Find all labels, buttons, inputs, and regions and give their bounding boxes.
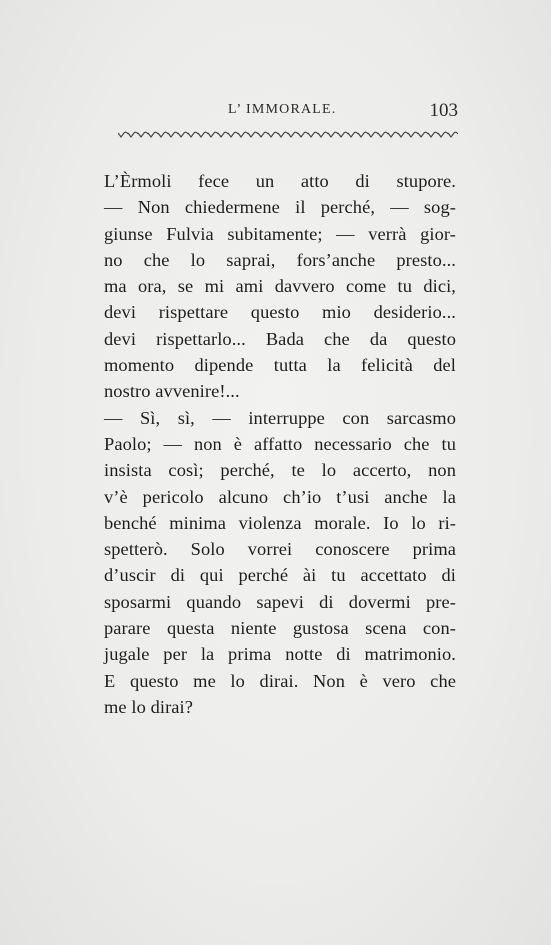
text-line: ma ora, se mi ami davvero come tu dici, — [104, 276, 456, 297]
text-line: d’uscir di qui perché ài tu accettato di — [104, 565, 456, 586]
page-number: 103 — [429, 100, 458, 121]
text-line: Paolo; — non è affatto necessario che tu — [104, 433, 456, 454]
text-line: benché minima violenza morale. Io lo ri- — [104, 512, 456, 533]
text-line: L’Èrmoli fece un atto di stupore. — [104, 171, 456, 191]
text-line: v’è pericolo alcuno ch’io t’usi anche la — [104, 486, 456, 507]
header-ornament-rule — [118, 131, 458, 139]
text-line: devi rispettarlo... Bada che da questo — [104, 328, 456, 349]
text-line: no che lo saprai, fors’anche presto... — [104, 249, 456, 270]
text-line: nostro avvenire!... — [104, 381, 240, 402]
text-line: — Sì, sì, — interruppe con sarcasmo — [104, 407, 456, 428]
text-line: momento dipende tutta la felicità del — [104, 355, 456, 376]
text-line: insista così; perché, te lo accerto, non — [104, 460, 456, 481]
text-line: devi rispettare questo mio desiderio... — [104, 302, 456, 323]
text-line: me lo dirai? — [104, 696, 194, 717]
running-title: L’ IMMORALE. — [228, 102, 337, 117]
text-line: parare questa niente gustosa scena con- — [104, 618, 456, 639]
text-line: E questo me lo dirai. Non è vero che — [104, 670, 456, 691]
text-line: sposarmi quando sapevi di dovermi pre- — [104, 591, 456, 612]
text-line: spetterò. Solo vorrei conoscere prima — [104, 539, 456, 560]
text-line: jugale per la prima notte di matrimonio. — [104, 644, 456, 665]
text-line: — Non chiedermene il perché, — sog- — [104, 197, 456, 218]
text-line: giunse Fulvia subitamente; — verrà gior- — [104, 223, 456, 244]
page-header — [104, 100, 458, 124]
body-text — [104, 168, 456, 720]
